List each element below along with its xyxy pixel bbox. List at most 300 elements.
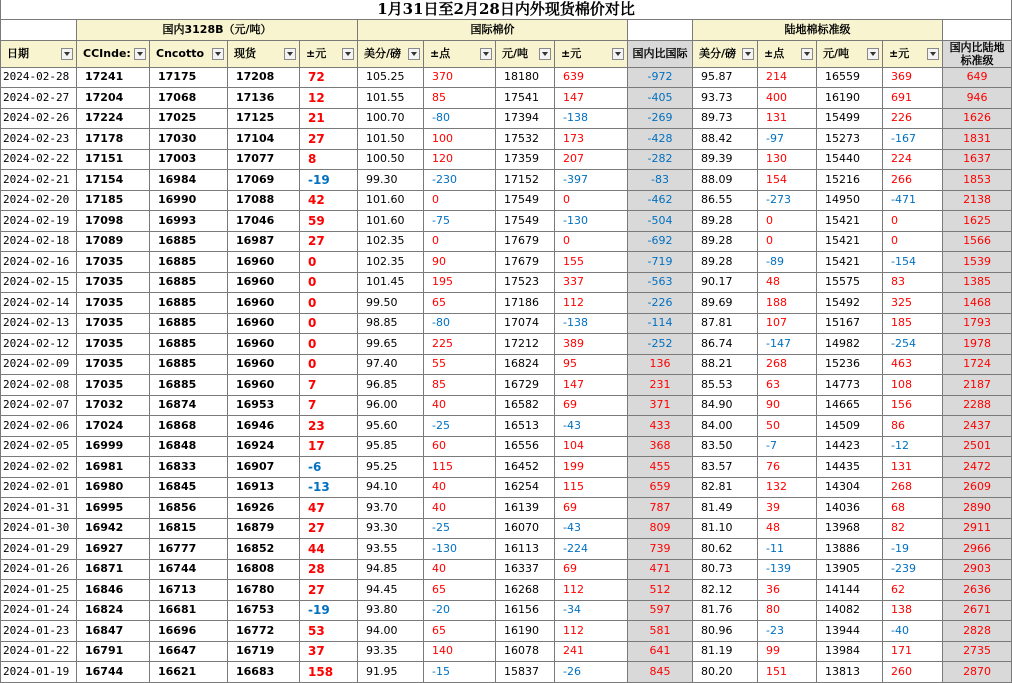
date-cell[interactable]: 2024-01-29 [1,539,77,560]
value-cell[interactable]: 16696 [150,621,228,642]
value-cell[interactable]: 17098 [77,211,150,232]
value-cell[interactable]: 88.09 [693,170,758,191]
value-cell[interactable]: 17035 [77,272,150,293]
value-cell[interactable]: 16582 [496,395,555,416]
value-cell[interactable]: 14423 [817,436,883,457]
filter-dropdown-icon[interactable] [480,48,492,60]
value-cell[interactable]: 16753 [228,600,300,621]
value-cell[interactable]: 37 [300,641,358,662]
value-cell[interactable]: 2966 [943,539,1012,560]
value-cell[interactable]: 2472 [943,457,1012,478]
value-cell[interactable]: 82.12 [693,580,758,601]
value-cell[interactable]: 16777 [150,539,228,560]
value-cell[interactable]: 581 [628,621,693,642]
value-cell[interactable]: 100 [424,129,496,150]
value-cell[interactable]: 171 [883,641,943,662]
value-cell[interactable]: 16926 [228,498,300,519]
date-cell[interactable]: 2024-01-22 [1,641,77,662]
value-cell[interactable]: -34 [555,600,628,621]
value-cell[interactable]: 16268 [496,580,555,601]
value-cell[interactable]: -405 [628,88,693,109]
value-cell[interactable]: 16846 [77,580,150,601]
value-cell[interactable]: 16984 [150,170,228,191]
value-cell[interactable]: 14665 [817,395,883,416]
value-cell[interactable]: 17046 [228,211,300,232]
value-cell[interactable]: 17151 [77,149,150,170]
filter-dropdown-icon[interactable] [801,48,813,60]
value-cell[interactable]: 16078 [496,641,555,662]
value-cell[interactable]: 104 [555,436,628,457]
value-cell[interactable]: 112 [555,293,628,314]
value-cell[interactable]: 195 [424,272,496,293]
value-cell[interactable]: 463 [883,354,943,375]
value-cell[interactable]: 16772 [228,621,300,642]
value-cell[interactable]: 15421 [817,211,883,232]
value-cell[interactable]: 120 [424,149,496,170]
value-cell[interactable]: -89 [758,252,817,273]
value-cell[interactable]: 17035 [77,354,150,375]
date-cell[interactable]: 2024-01-23 [1,621,77,642]
value-cell[interactable]: 93.80 [358,600,424,621]
value-cell[interactable]: 14773 [817,375,883,396]
value-cell[interactable]: 268 [883,477,943,498]
value-cell[interactable]: 260 [883,662,943,683]
value-cell[interactable]: 199 [555,457,628,478]
value-cell[interactable]: 17089 [77,231,150,252]
value-cell[interactable]: 7 [300,375,358,396]
value-cell[interactable]: 0 [555,190,628,211]
value-cell[interactable]: 91.95 [358,662,424,683]
value-cell[interactable]: -147 [758,334,817,355]
value-cell[interactable]: 90 [758,395,817,416]
value-cell[interactable]: 0 [300,354,358,375]
value-cell[interactable]: 94.85 [358,559,424,580]
value-cell[interactable]: 39 [758,498,817,519]
value-cell[interactable]: -252 [628,334,693,355]
value-cell[interactable]: 93.73 [693,88,758,109]
date-cell[interactable]: 2024-02-20 [1,190,77,211]
value-cell[interactable]: 62 [883,580,943,601]
value-cell[interactable]: 80.73 [693,559,758,580]
date-cell[interactable]: 2024-02-22 [1,149,77,170]
value-cell[interactable]: 14082 [817,600,883,621]
value-cell[interactable]: 16845 [150,477,228,498]
value-cell[interactable]: 89.28 [693,231,758,252]
value-cell[interactable]: 17088 [228,190,300,211]
value-cell[interactable]: 102.35 [358,231,424,252]
value-cell[interactable]: 16885 [150,334,228,355]
value-cell[interactable]: 81.49 [693,498,758,519]
value-cell[interactable]: -19 [300,600,358,621]
value-cell[interactable]: 1831 [943,129,1012,150]
value-cell[interactable]: 14304 [817,477,883,498]
value-cell[interactable]: -167 [883,129,943,150]
value-cell[interactable]: 2911 [943,518,1012,539]
value-cell[interactable]: 0 [758,231,817,252]
value-cell[interactable]: 16791 [77,641,150,662]
value-cell[interactable]: 81.76 [693,600,758,621]
value-cell[interactable]: 101.45 [358,272,424,293]
value-cell[interactable]: 17241 [77,67,150,88]
value-cell[interactable]: 65 [424,580,496,601]
value-cell[interactable]: 16559 [817,67,883,88]
value-cell[interactable]: 16960 [228,272,300,293]
date-cell[interactable]: 2024-02-18 [1,231,77,252]
value-cell[interactable]: 241 [555,641,628,662]
value-cell[interactable]: -130 [424,539,496,560]
value-cell[interactable]: 207 [555,149,628,170]
value-cell[interactable]: 17030 [150,129,228,150]
value-cell[interactable]: -19 [300,170,358,191]
value-cell[interactable]: 15273 [817,129,883,150]
value-cell[interactable]: -43 [555,518,628,539]
value-cell[interactable]: 15167 [817,313,883,334]
value-cell[interactable]: -13 [300,477,358,498]
value-cell[interactable]: 27 [300,129,358,150]
value-cell[interactable]: 16113 [496,539,555,560]
value-cell[interactable]: -428 [628,129,693,150]
value-cell[interactable]: 16808 [228,559,300,580]
value-cell[interactable]: 14435 [817,457,883,478]
date-cell[interactable]: 2024-01-30 [1,518,77,539]
value-cell[interactable]: 96.85 [358,375,424,396]
value-cell[interactable]: 15421 [817,231,883,252]
value-cell[interactable]: -397 [555,170,628,191]
value-cell[interactable]: 639 [555,67,628,88]
value-cell[interactable]: 69 [555,395,628,416]
value-cell[interactable]: 101.60 [358,190,424,211]
value-cell[interactable]: 0 [300,272,358,293]
value-cell[interactable]: -97 [758,129,817,150]
value-cell[interactable]: 389 [555,334,628,355]
value-cell[interactable]: 21 [300,108,358,129]
filter-dropdown-icon[interactable] [134,48,146,60]
value-cell[interactable]: 155 [555,252,628,273]
value-cell[interactable]: 16139 [496,498,555,519]
value-cell[interactable]: -224 [555,539,628,560]
value-cell[interactable]: 691 [883,88,943,109]
value-cell[interactable]: 17549 [496,190,555,211]
date-cell[interactable]: 2024-02-14 [1,293,77,314]
value-cell[interactable]: 16681 [150,600,228,621]
value-cell[interactable]: 98.85 [358,313,424,334]
value-cell[interactable]: 16156 [496,600,555,621]
value-cell[interactable]: 15440 [817,149,883,170]
value-cell[interactable]: 95.85 [358,436,424,457]
value-cell[interactable]: 14509 [817,416,883,437]
value-cell[interactable]: 0 [424,190,496,211]
value-cell[interactable]: 17035 [77,313,150,334]
value-cell[interactable]: 185 [883,313,943,334]
value-cell[interactable]: 16713 [150,580,228,601]
value-cell[interactable]: 14144 [817,580,883,601]
filter-dropdown-icon[interactable] [212,48,224,60]
value-cell[interactable]: 99 [758,641,817,662]
value-cell[interactable]: 1626 [943,108,1012,129]
value-cell[interactable]: 99.65 [358,334,424,355]
value-cell[interactable]: 112 [555,580,628,601]
value-cell[interactable]: 16683 [228,662,300,683]
value-cell[interactable]: 99.30 [358,170,424,191]
value-cell[interactable]: 100.70 [358,108,424,129]
date-cell[interactable]: 2024-02-16 [1,252,77,273]
value-cell[interactable]: 268 [758,354,817,375]
value-cell[interactable]: 16070 [496,518,555,539]
value-cell[interactable]: 72 [300,67,358,88]
value-cell[interactable]: 325 [883,293,943,314]
value-cell[interactable]: 83.50 [693,436,758,457]
value-cell[interactable]: 16885 [150,252,228,273]
date-cell[interactable]: 2024-02-15 [1,272,77,293]
value-cell[interactable]: -692 [628,231,693,252]
value-cell[interactable]: 16871 [77,559,150,580]
filter-dropdown-icon[interactable] [61,48,73,60]
value-cell[interactable]: 40 [424,395,496,416]
value-cell[interactable]: 17175 [150,67,228,88]
date-cell[interactable]: 2024-02-26 [1,108,77,129]
value-cell[interactable]: 16913 [228,477,300,498]
value-cell[interactable]: -25 [424,416,496,437]
value-cell[interactable]: 371 [628,395,693,416]
value-cell[interactable]: -154 [883,252,943,273]
value-cell[interactable]: 48 [758,518,817,539]
value-cell[interactable]: 82.81 [693,477,758,498]
value-cell[interactable]: 55 [424,354,496,375]
date-cell[interactable]: 2024-01-19 [1,662,77,683]
value-cell[interactable]: 16852 [228,539,300,560]
value-cell[interactable]: 2890 [943,498,1012,519]
value-cell[interactable]: 90.17 [693,272,758,293]
value-cell[interactable]: 93.35 [358,641,424,662]
date-cell[interactable]: 2024-01-26 [1,559,77,580]
value-cell[interactable]: 659 [628,477,693,498]
value-cell[interactable]: -40 [883,621,943,642]
value-cell[interactable]: 2636 [943,580,1012,601]
value-cell[interactable]: 471 [628,559,693,580]
value-cell[interactable]: 96.00 [358,395,424,416]
value-cell[interactable]: -139 [758,559,817,580]
value-cell[interactable]: 17069 [228,170,300,191]
value-cell[interactable]: 17523 [496,272,555,293]
value-cell[interactable]: -471 [883,190,943,211]
value-cell[interactable]: 0 [300,293,358,314]
value-cell[interactable]: 16946 [228,416,300,437]
value-cell[interactable]: 214 [758,67,817,88]
value-cell[interactable]: 16780 [228,580,300,601]
value-cell[interactable]: 2138 [943,190,1012,211]
filter-dropdown-icon[interactable] [342,48,354,60]
value-cell[interactable]: 16824 [496,354,555,375]
value-cell[interactable]: 16885 [150,354,228,375]
value-cell[interactable]: 65 [424,293,496,314]
value-cell[interactable]: 16254 [496,477,555,498]
value-cell[interactable]: 17178 [77,129,150,150]
value-cell[interactable]: 42 [300,190,358,211]
value-cell[interactable]: 0 [300,313,358,334]
value-cell[interactable]: 40 [424,498,496,519]
value-cell[interactable]: 2437 [943,416,1012,437]
filter-dropdown-icon[interactable] [927,48,939,60]
value-cell[interactable]: 17679 [496,252,555,273]
value-cell[interactable]: -75 [424,211,496,232]
value-cell[interactable]: 455 [628,457,693,478]
value-cell[interactable]: 16999 [77,436,150,457]
value-cell[interactable]: 95 [555,354,628,375]
value-cell[interactable]: -11 [758,539,817,560]
value-cell[interactable]: 400 [758,88,817,109]
value-cell[interactable]: 2870 [943,662,1012,683]
value-cell[interactable]: 85 [424,88,496,109]
value-cell[interactable]: 16848 [150,436,228,457]
value-cell[interactable]: 89.73 [693,108,758,129]
date-cell[interactable]: 2024-02-07 [1,395,77,416]
value-cell[interactable]: 40 [424,559,496,580]
value-cell[interactable]: 151 [758,662,817,683]
value-cell[interactable]: 27 [300,580,358,601]
value-cell[interactable]: 82 [883,518,943,539]
value-cell[interactable]: 44 [300,539,358,560]
value-cell[interactable]: 13886 [817,539,883,560]
value-cell[interactable]: 16885 [150,272,228,293]
value-cell[interactable]: 105.25 [358,67,424,88]
value-cell[interactable]: 0 [300,334,358,355]
value-cell[interactable]: 86.74 [693,334,758,355]
value-cell[interactable]: -20 [424,600,496,621]
value-cell[interactable]: 433 [628,416,693,437]
value-cell[interactable]: 16719 [228,641,300,662]
value-cell[interactable]: 16987 [228,231,300,252]
value-cell[interactable]: 80 [758,600,817,621]
value-cell[interactable]: -563 [628,272,693,293]
value-cell[interactable]: 93.30 [358,518,424,539]
value-cell[interactable]: 112 [555,621,628,642]
value-cell[interactable]: 154 [758,170,817,191]
value-cell[interactable]: 80.20 [693,662,758,683]
value-cell[interactable]: 2828 [943,621,1012,642]
value-cell[interactable]: 0 [424,231,496,252]
value-cell[interactable]: 102.35 [358,252,424,273]
value-cell[interactable]: -226 [628,293,693,314]
value-cell[interactable]: 17024 [77,416,150,437]
date-cell[interactable]: 2024-02-13 [1,313,77,334]
value-cell[interactable]: 2288 [943,395,1012,416]
value-cell[interactable]: 130 [758,149,817,170]
value-cell[interactable]: 370 [424,67,496,88]
value-cell[interactable]: 17224 [77,108,150,129]
value-cell[interactable]: 13968 [817,518,883,539]
value-cell[interactable]: 15492 [817,293,883,314]
date-cell[interactable]: 2024-02-27 [1,88,77,109]
value-cell[interactable]: 50 [758,416,817,437]
date-cell[interactable]: 2024-02-02 [1,457,77,478]
value-cell[interactable]: 89.39 [693,149,758,170]
value-cell[interactable]: 27 [300,231,358,252]
value-cell[interactable]: 16885 [150,375,228,396]
value-cell[interactable]: 15421 [817,252,883,273]
value-cell[interactable]: 17035 [77,375,150,396]
value-cell[interactable]: 2735 [943,641,1012,662]
value-cell[interactable]: 17549 [496,211,555,232]
value-cell[interactable]: 224 [883,149,943,170]
value-cell[interactable]: 1385 [943,272,1012,293]
value-cell[interactable]: 65 [424,621,496,642]
value-cell[interactable]: 0 [883,211,943,232]
value-cell[interactable]: 17204 [77,88,150,109]
value-cell[interactable]: 69 [555,559,628,580]
value-cell[interactable]: 337 [555,272,628,293]
value-cell[interactable]: 99.50 [358,293,424,314]
value-cell[interactable]: 87.81 [693,313,758,334]
value-cell[interactable]: 17003 [150,149,228,170]
value-cell[interactable]: 266 [883,170,943,191]
value-cell[interactable]: 16190 [817,88,883,109]
value-cell[interactable]: -254 [883,334,943,355]
value-cell[interactable]: 225 [424,334,496,355]
value-cell[interactable]: 17532 [496,129,555,150]
filter-dropdown-icon[interactable] [612,48,624,60]
filter-dropdown-icon[interactable] [867,48,879,60]
value-cell[interactable]: 131 [883,457,943,478]
value-cell[interactable]: -130 [555,211,628,232]
value-cell[interactable]: 369 [883,67,943,88]
value-cell[interactable]: 80.96 [693,621,758,642]
value-cell[interactable]: 13944 [817,621,883,642]
value-cell[interactable]: 16907 [228,457,300,478]
value-cell[interactable]: 787 [628,498,693,519]
value-cell[interactable]: 89.28 [693,252,758,273]
value-cell[interactable]: 16824 [77,600,150,621]
value-cell[interactable]: 16960 [228,252,300,273]
value-cell[interactable]: 13984 [817,641,883,662]
value-cell[interactable]: 84.00 [693,416,758,437]
value-cell[interactable]: 2903 [943,559,1012,580]
value-cell[interactable]: 17152 [496,170,555,191]
value-cell[interactable]: 16885 [150,313,228,334]
date-cell[interactable]: 2024-02-08 [1,375,77,396]
value-cell[interactable]: -12 [883,436,943,457]
value-cell[interactable]: 16885 [150,293,228,314]
value-cell[interactable]: 16960 [228,293,300,314]
value-cell[interactable]: 17125 [228,108,300,129]
value-cell[interactable]: 1566 [943,231,1012,252]
value-cell[interactable]: -80 [424,313,496,334]
value-cell[interactable]: 83 [883,272,943,293]
value-cell[interactable]: 17035 [77,334,150,355]
value-cell[interactable]: 0 [758,211,817,232]
value-cell[interactable]: 226 [883,108,943,129]
value-cell[interactable]: 16942 [77,518,150,539]
value-cell[interactable]: 16868 [150,416,228,437]
value-cell[interactable]: 0 [883,231,943,252]
value-cell[interactable]: 15575 [817,272,883,293]
value-cell[interactable]: 7 [300,395,358,416]
value-cell[interactable]: 89.28 [693,211,758,232]
value-cell[interactable]: 80.62 [693,539,758,560]
value-cell[interactable]: 17074 [496,313,555,334]
value-cell[interactable]: 17104 [228,129,300,150]
value-cell[interactable]: 138 [883,600,943,621]
value-cell[interactable]: 86.55 [693,190,758,211]
value-cell[interactable]: 60 [424,436,496,457]
value-cell[interactable]: 946 [943,88,1012,109]
value-cell[interactable]: 17154 [77,170,150,191]
value-cell[interactable]: 17035 [77,293,150,314]
date-cell[interactable]: 2024-02-05 [1,436,77,457]
value-cell[interactable]: 14036 [817,498,883,519]
value-cell[interactable]: -114 [628,313,693,334]
value-cell[interactable]: 16874 [150,395,228,416]
value-cell[interactable]: 16513 [496,416,555,437]
